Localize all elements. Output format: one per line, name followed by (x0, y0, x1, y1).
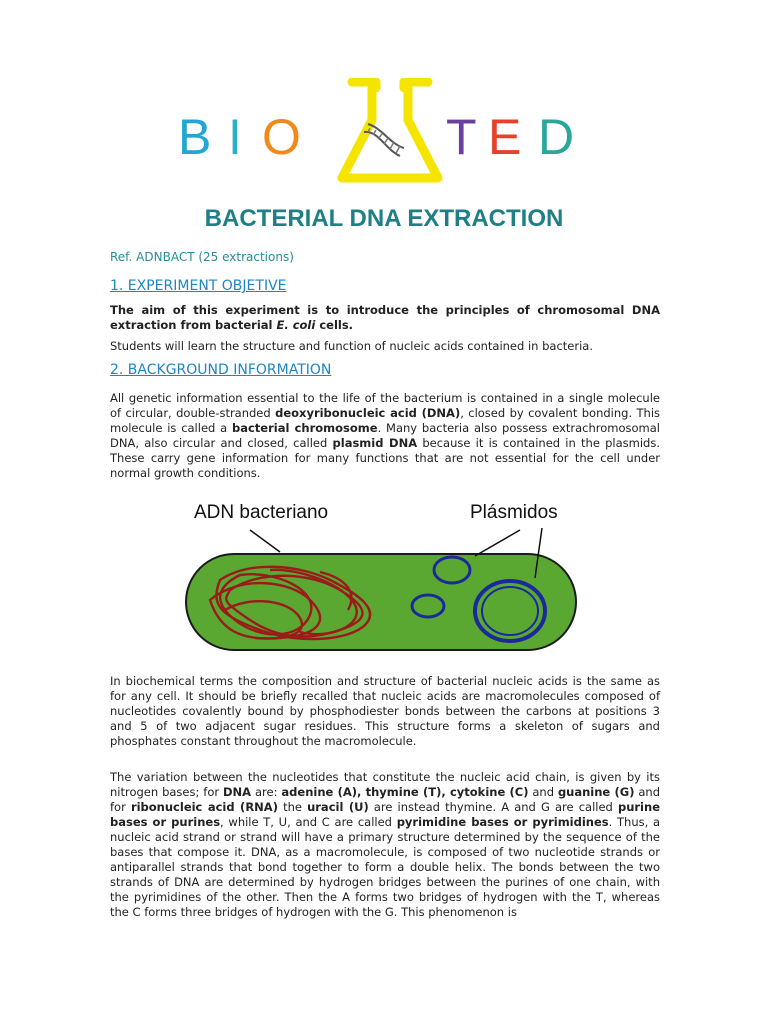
logo-letter-t: T (446, 109, 477, 165)
section-heading-background: 2. BACKGROUND INFORMATION (110, 362, 332, 378)
term-chromosome: bacterial chromosome (232, 421, 378, 435)
logo-letter-b: B (178, 109, 212, 165)
text-run: because it is contained in the plasmids. These carry gene information for many functions that are not essential for the cell under normal growth conditions. (110, 436, 660, 480)
section-heading-objective: 1. EXPERIMENT OBJETIVE (110, 278, 287, 294)
students-paragraph: Students will learn the structure and function of nucleic acids contained in bacteria. (110, 339, 593, 353)
flask-icon (330, 78, 450, 188)
text-run: and for (110, 785, 661, 814)
term-dna: DNA (223, 785, 252, 799)
text-run: The variation between the nucleotides that constitute the nucleic acid chain, is given by its nitrogen bases; for (110, 770, 660, 799)
bacterium-illustration (180, 500, 590, 655)
document-title: BACTERIAL DNA EXTRACTION (204, 205, 564, 232)
term-uracil: uracil (U) (307, 800, 369, 814)
term-bases: adenine (A), thymine (T), cytokine (C) (281, 785, 529, 799)
background-paragraph-2: In biochemical terms the composition and structure of bacterial nucleic acids is the same as for any cell. It should be briefly recalled that nucleic acids are macromolecules composed of nucleotides covalently bound by phosphodiester bonds between the carbons at positions 3 and 5 of two adjacent sugar residues. This structure forms a skeleton of sugars and phosphates constant throughout the macromolecule. (110, 674, 660, 748)
dna-helix-icon (364, 124, 404, 156)
term-rna: ribonucleic acid (RNA) (130, 800, 278, 814)
label-plasmids: Plásmidos (470, 502, 558, 523)
term-guanine: guanine (G) (557, 785, 635, 799)
text-run: , while T, U, and C are called (220, 815, 397, 829)
biomed-logo (170, 72, 600, 190)
text-run: . Thus, a nucleic acid strand or strand will have a primary structure determined by the sequence of the bases that compose it. DNA, as a macromolecule, is composed of two nucleotide strands or antiparallel strands that bond together to form a double helix. The bonds between the two strands of DNA are determined by hydrogen bridges between the purines of one chain, with the pyrimidines of the other. Then the A forms two bridges of hydrogen with the T, whereas the C forms three bridges of hydrogen with the G. This phenomenon is (110, 815, 661, 919)
text-run: , closed by covalent bonding. This molecule is called a (110, 406, 660, 435)
text-run: All genetic information essential to the life of the bacterium is contained in a single molecule of circular, double-stranded (110, 391, 660, 420)
pointer-line-plasmid-1 (475, 530, 520, 556)
bacterium-diagram (180, 500, 590, 655)
term-plasmid: plasmid DNA (332, 436, 418, 450)
text-run: and (528, 785, 558, 799)
label-bacterial-dna: ADN bacteriano (194, 502, 329, 523)
logo-letter-e: E (488, 109, 522, 165)
logo-letter-o: O (262, 109, 301, 165)
objective-paragraph (110, 303, 660, 333)
background-paragraph-1 (110, 391, 660, 481)
term-dna: deoxyribonucleic acid (DNA) (275, 406, 461, 420)
text-run: are: (251, 785, 282, 799)
logo-letter-i: I (228, 109, 242, 165)
background-paragraph-3 (110, 770, 660, 920)
pointer-line-chromosome (250, 530, 280, 552)
objective-text-end: cells. (315, 318, 354, 332)
logo-letter-d: D (538, 109, 575, 165)
reference-code: Ref. ADNBACT (25 extractions) (110, 250, 294, 264)
text-run: the (277, 800, 308, 814)
text-run: . Many bacteria also possess extrachromosomal DNA, also circular and closed, called (110, 421, 660, 450)
species-name: E. coli (276, 318, 316, 332)
text-run: are instead thymine. A and G are called (368, 800, 618, 814)
term-purines: purine bases or purines (110, 800, 660, 829)
objective-text: The aim of this experiment is to introduce the principles of chromosomal DNA extraction from bacterial (110, 303, 660, 332)
term-pyrimidines: pyrimidine bases or pyrimidines (396, 815, 609, 829)
